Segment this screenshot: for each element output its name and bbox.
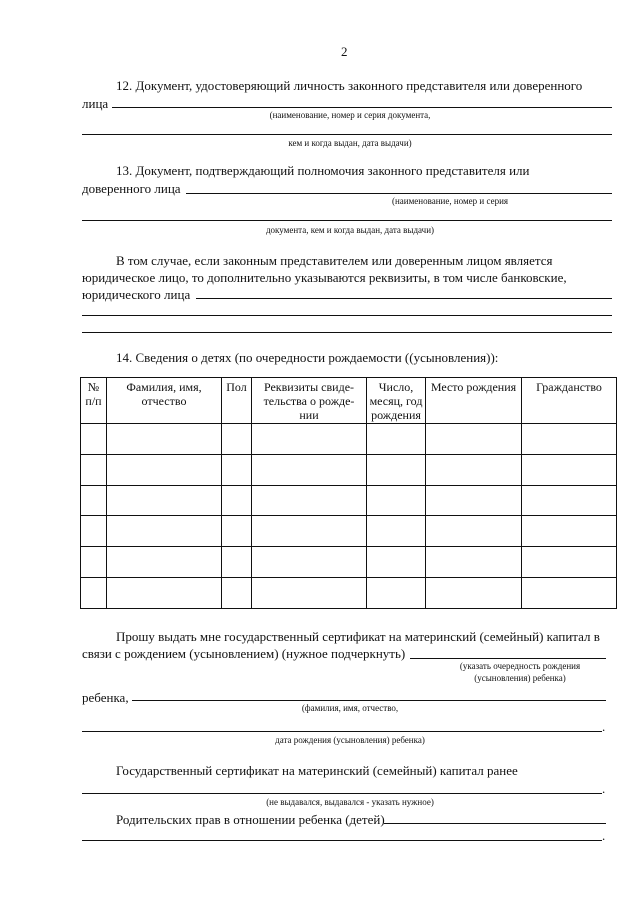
table-cell[interactable] — [222, 485, 252, 516]
table-cell[interactable] — [367, 454, 426, 485]
item12-fill-line2[interactable] — [82, 134, 612, 135]
table-row — [81, 516, 617, 547]
item14-title: 14. Сведения о детях (по очередности рождаемости ((усыновления)): — [116, 350, 499, 365]
children-table-header-row — [81, 378, 617, 424]
item12-text-line2: лица — [82, 96, 109, 111]
header-birthplace-text: Место рождения — [430, 380, 517, 394]
table-cell[interactable] — [367, 516, 426, 547]
children-table — [80, 377, 617, 609]
request-hint-birth: дата рождения (усыновления) ребенка) — [275, 735, 425, 745]
item13-hint2: документа, кем и когда выдан, дата выдачи) — [265, 225, 435, 235]
header-birthplace — [426, 378, 522, 424]
legal-entity-fill-line2[interactable] — [82, 315, 612, 316]
header-certificate — [252, 378, 367, 424]
item12-hint1: (наименование, номер и серия документа, — [269, 110, 431, 120]
parental-fill-line1[interactable] — [384, 823, 606, 824]
table-cell[interactable] — [252, 454, 367, 485]
table-cell[interactable] — [522, 454, 617, 485]
header-number-text: № п/п — [85, 380, 102, 408]
item13-hint1: (наименование, номер и серия — [391, 196, 509, 206]
table-cell[interactable] — [522, 485, 617, 516]
header-fullname — [107, 378, 222, 424]
table-row — [81, 485, 617, 516]
table-cell[interactable] — [367, 424, 426, 455]
table-cell[interactable] — [252, 578, 367, 609]
children-table-body — [81, 424, 617, 609]
request-hint-fio: (фамилия, имя, отчество, — [301, 703, 399, 713]
table-cell[interactable] — [252, 424, 367, 455]
table-cell[interactable] — [81, 424, 107, 455]
item13-text-line2: доверенного лица — [82, 181, 181, 196]
table-cell[interactable] — [252, 485, 367, 516]
table-cell[interactable] — [81, 578, 107, 609]
table-cell[interactable] — [81, 454, 107, 485]
table-cell[interactable] — [107, 424, 222, 455]
header-number — [81, 378, 107, 424]
item13-text-line1: 13. Документ, подтверждающий полномочия законного представителя или — [116, 163, 530, 178]
table-cell[interactable] — [81, 547, 107, 578]
header-certificate-text: Реквизиты свиде- тельства о рожде- нии — [263, 380, 355, 422]
table-cell[interactable] — [81, 485, 107, 516]
table-cell[interactable] — [222, 516, 252, 547]
request-line2: связи с рождением (усыновлением) (нужное подчеркнуть) — [82, 646, 406, 661]
legal-entity-fill-line1[interactable] — [196, 298, 612, 299]
certificate-fill-line[interactable] — [82, 793, 602, 794]
item13-fill-line1[interactable] — [186, 193, 612, 194]
parental-dot: . — [602, 828, 606, 843]
table-row — [81, 547, 617, 578]
table-cell[interactable] — [522, 578, 617, 609]
certificate-hint: (не выдавался, выдавался - указать нужное) — [266, 797, 434, 807]
legal-entity-fill-line3[interactable] — [82, 332, 612, 333]
table-cell[interactable] — [81, 516, 107, 547]
table-cell[interactable] — [222, 424, 252, 455]
request-child-fill-line[interactable] — [132, 700, 606, 701]
certificate-line1: Государственный сертификат на материнский (семейный) капитал ранее — [116, 763, 518, 778]
header-birthdate — [367, 378, 426, 424]
table-row — [81, 454, 617, 485]
table-cell[interactable] — [426, 578, 522, 609]
table-cell[interactable] — [367, 578, 426, 609]
table-cell[interactable] — [522, 424, 617, 455]
request-dot1: . — [602, 719, 606, 734]
parental-line1: Родительских прав в отношении ребенка (детей) — [116, 812, 385, 827]
header-birthdate-text: Число, месяц, год рождения — [369, 380, 423, 422]
table-cell[interactable] — [367, 485, 426, 516]
header-sex — [222, 378, 252, 424]
parental-fill-line2[interactable] — [82, 840, 602, 841]
table-cell[interactable] — [426, 516, 522, 547]
request-line1: Прошу выдать мне государственный сертификат на материнский (семейный) капитал в — [116, 629, 600, 644]
table-cell[interactable] — [522, 547, 617, 578]
table-row — [81, 424, 617, 455]
table-cell[interactable] — [426, 454, 522, 485]
header-sex-text: Пол — [226, 380, 247, 394]
table-cell[interactable] — [222, 454, 252, 485]
request-order-fill-line[interactable] — [410, 658, 606, 659]
legal-entity-line1: В том случае, если законным представителем или доверенным лицом является — [116, 253, 553, 268]
table-cell[interactable] — [252, 516, 367, 547]
request-child-label: ребенка, — [82, 690, 129, 705]
table-cell[interactable] — [367, 547, 426, 578]
header-fullname-text: Фамилия, имя, отчество — [126, 380, 202, 408]
table-cell[interactable] — [107, 516, 222, 547]
item12-fill-line1[interactable] — [112, 107, 612, 108]
table-cell[interactable] — [222, 578, 252, 609]
item13-fill-line2[interactable] — [82, 220, 612, 221]
table-cell[interactable] — [222, 547, 252, 578]
table-cell[interactable] — [107, 454, 222, 485]
header-citizenship-text: Гражданство — [536, 380, 602, 394]
certificate-dot: . — [602, 781, 606, 796]
legal-entity-line3: юридического лица — [82, 287, 191, 302]
request-birth-fill-line[interactable] — [82, 731, 602, 732]
table-row — [81, 578, 617, 609]
table-cell[interactable] — [426, 547, 522, 578]
page-number: 2 — [341, 44, 348, 59]
table-cell[interactable] — [107, 578, 222, 609]
request-hint-order2: (усыновления) ребенка) — [474, 673, 566, 683]
legal-entity-line2: юридическое лицо, то дополнительно указываются реквизиты, в том числе банковские, — [82, 270, 567, 285]
item12-hint2: кем и когда выдан, дата выдачи) — [288, 138, 412, 148]
table-cell[interactable] — [107, 547, 222, 578]
header-citizenship — [522, 378, 617, 424]
table-cell[interactable] — [426, 424, 522, 455]
table-cell[interactable] — [252, 547, 367, 578]
table-cell[interactable] — [107, 485, 222, 516]
table-cell[interactable] — [522, 516, 617, 547]
item12-text-line1: 12. Документ, удостоверяющий личность законного представителя или доверенного — [116, 78, 583, 93]
table-cell[interactable] — [426, 485, 522, 516]
request-hint-order1: (указать очередность рождения — [459, 661, 581, 671]
